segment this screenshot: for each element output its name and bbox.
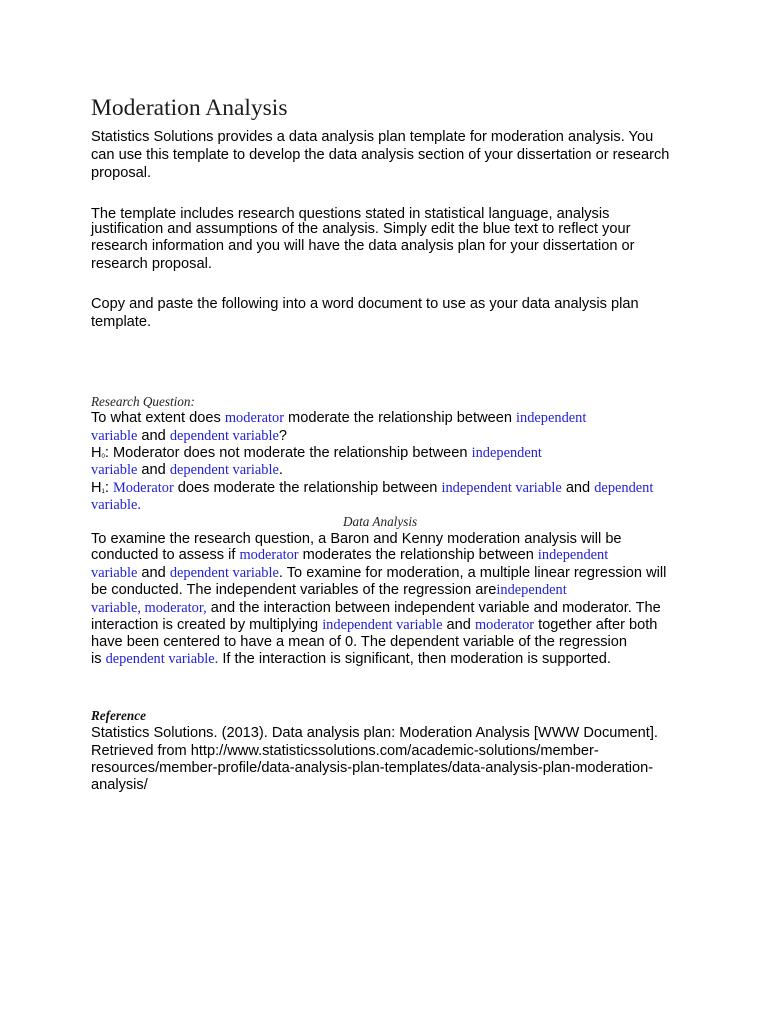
intro-p3-line2: template. (91, 314, 152, 330)
editable-independent-variable: independent variable (322, 617, 443, 633)
alt-hypothesis-line2 (91, 496, 141, 514)
alt-hypothesis-line1 (91, 479, 653, 501)
intro-p1-line1: Statistics Solutions provides a data analysis plan template for moderation analysis. You (91, 129, 654, 145)
data-analysis-line5 (91, 599, 661, 617)
text-run: moderates the relationship between (298, 547, 538, 563)
text-run: : Moderator does not moderate the relationship between (104, 445, 472, 461)
text-run: conducted to assess if (91, 547, 240, 563)
page-title: Moderation Analysis (91, 95, 288, 121)
intro-p3-line1: Copy and paste the following into a word document to use as your data analysis plan (91, 296, 639, 312)
editable-variable: variable (91, 428, 138, 444)
text-run: together after both (534, 617, 658, 633)
text-run: ? (278, 428, 288, 444)
editable-variable-moderator: variable, moderator, (91, 600, 207, 616)
text-run: and the interaction between independent variable and moderator. The (206, 600, 661, 616)
text-run: and (561, 480, 595, 496)
editable-moderator: moderator (239, 547, 299, 563)
intro-p2-line4: research proposal. (91, 256, 212, 272)
intro-p1-line3: proposal. (91, 165, 152, 181)
data-analysis-heading: Data Analysis (343, 514, 418, 529)
text-run: 0 (101, 454, 105, 460)
text-run: is (91, 651, 106, 667)
text-run: If the interaction is significant, then moderation is supported. (218, 651, 611, 667)
editable-independent: independent (516, 410, 587, 426)
data-analysis-line1: To examine the research question, a Baron and Kenny moderation analysis will be (91, 531, 622, 547)
text-run: : (104, 480, 113, 496)
editable-dependent-variable: dependent variable. (105, 651, 219, 667)
editable-variable: variable (91, 565, 138, 581)
research-question-line1 (91, 409, 586, 427)
editable-variable: variable (91, 462, 138, 478)
editable-dependent-variable: dependent variable (169, 565, 279, 581)
editable-independent: independent (496, 582, 567, 598)
reference-heading: Reference (91, 708, 146, 723)
reference-line2: Retrieved from http://www.statisticssolutions.com/academic-solutions/member- (91, 743, 599, 759)
editable-independent-variable: independent variable (441, 480, 562, 496)
editable-moderator: moderator (224, 410, 284, 426)
reference-line3: resources/member-profile/data-analysis-plan-templates/data-analysis-plan-moderation- (91, 760, 654, 776)
editable-independent: independent (537, 547, 609, 563)
editable-dependent: dependent (594, 480, 654, 496)
null-hypothesis-line2 (91, 461, 283, 479)
text-run: H (91, 480, 102, 496)
text-run: H (91, 445, 102, 461)
intro-p2-line2: justification and assumptions of the analysis. Simply edit the blue text to reflect your (91, 221, 631, 237)
text-run: and (137, 462, 170, 478)
text-run: be conducted. The independent variables of the regression are (91, 582, 497, 598)
text-run: . (137, 497, 141, 513)
data-analysis-line7: have been centered to have a mean of 0. The dependent variable of the regression (91, 634, 628, 650)
editable-moderator: moderator (474, 617, 535, 633)
data-analysis-line4 (91, 581, 567, 599)
text-run: To what extent does (91, 410, 225, 426)
research-question-label: Research Question: (91, 394, 195, 409)
editable-moderator: Moderator (113, 480, 174, 496)
reference-line1: Statistics Solutions. (2013). Data analysis plan: Moderation Analysis [WWW Document]. (91, 725, 658, 741)
text-run: and (442, 617, 475, 633)
intro-p2-line3: research information and you will have the data analysis plan for your dissertation or (91, 238, 635, 254)
text-run: interaction is created by multiplying (91, 617, 323, 633)
text-run: does moderate the relationship between (173, 480, 442, 496)
editable-independent: independent (471, 445, 542, 461)
reference-line4: analysis/ (91, 777, 148, 793)
data-analysis-line6 (91, 616, 657, 634)
data-analysis-line2 (91, 546, 608, 564)
editable-dependent-variable: dependent variable (169, 428, 279, 444)
text-run: and (137, 428, 170, 444)
intro-p1-line2: can use this template to develop the data analysis section of your dissertation or research (91, 147, 670, 163)
text-run: . (278, 462, 283, 478)
research-question-line2 (91, 427, 287, 445)
text-run: . To examine for moderation, a multiple linear regression will (278, 565, 667, 581)
editable-dependent-variable: dependent variable (169, 462, 279, 478)
data-analysis-line3 (91, 564, 666, 582)
text-run: 1 (101, 489, 105, 495)
text-run: moderate the relationship between (284, 410, 517, 426)
data-analysis-line8 (91, 650, 611, 668)
editable-variable: variable (91, 497, 138, 513)
intro-p2-line1: The template includes research questions stated in statistical language, analysis (91, 206, 610, 222)
text-run: and (137, 565, 170, 581)
